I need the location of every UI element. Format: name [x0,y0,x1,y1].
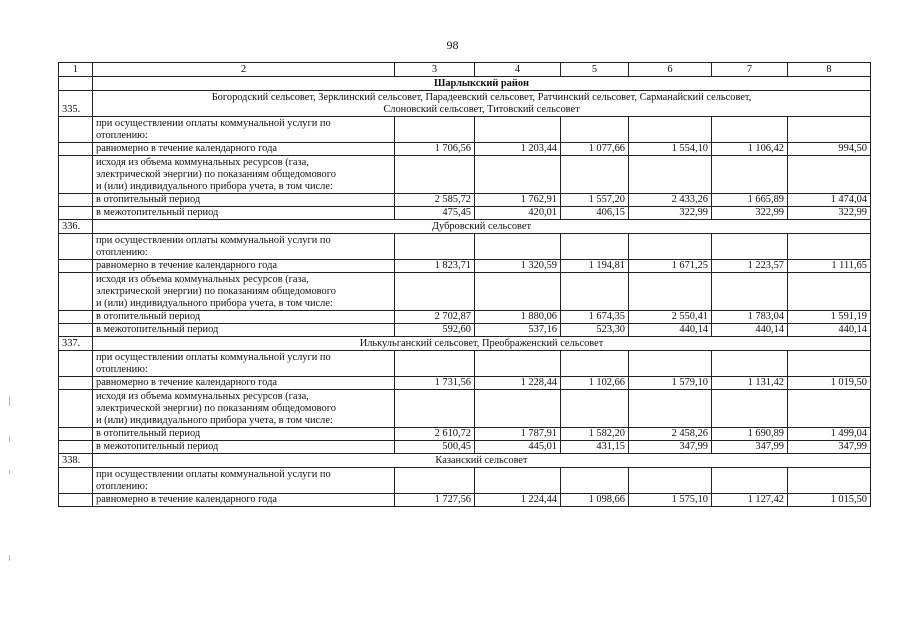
price-value: 1 224,44 [475,494,561,507]
price-value: 2 433,26 [629,194,712,207]
tariff-heading [93,117,395,143]
empty-value-cell [788,468,871,494]
municipality-name-line: Илькульганский сельсовет, Преображенский сельсовет [359,337,604,349]
price-value: 1 111,65 [788,260,871,273]
scan-margin-mark [9,436,10,442]
tariff-heading-line: при осуществлении оплаты коммунальной услуги по [96,469,331,480]
price-value: 445,01 [475,441,561,454]
tariff-heading-line: и (или) индивидуального прибора учета, в том числе: [96,181,333,192]
tariff-heading-row [59,117,871,143]
tariff-row [59,324,871,337]
empty-value-cell [475,117,561,143]
price-value: 1 823,71 [395,260,475,273]
price-value: 1 102,66 [561,377,629,390]
index-cell [59,428,93,441]
tariff-heading-line: исходя из объема коммунальных ресурсов (газа, [96,274,309,285]
tariff-heading-row [59,468,871,494]
tariff-row [59,311,871,324]
price-value: 1 106,42 [712,143,788,156]
price-value: 1 077,66 [561,143,629,156]
price-value: 523,30 [561,324,629,337]
tariff-label: в межотопительный период [93,441,395,454]
price-value: 347,99 [629,441,712,454]
tariff-heading-line: при осуществлении оплаты коммунальной услуги по [96,235,331,246]
price-value: 1 671,25 [629,260,712,273]
tariff-heading [93,156,395,194]
empty-value-cell [475,351,561,377]
empty-value-cell [629,468,712,494]
tariff-heading-line: отоплению: [96,364,148,375]
municipality-row [59,337,871,351]
empty-value-cell [629,390,712,428]
price-value: 1 582,20 [561,428,629,441]
tariff-heading-line: при осуществлении оплаты коммунальной услуги по [96,118,331,129]
scan-margin-mark [9,470,10,474]
index-cell [59,468,93,494]
empty-value-cell [395,273,475,311]
tariff-heading [93,390,395,428]
tariff-label: в межотопительный период [93,207,395,220]
tariff-heading-row [59,390,871,428]
empty-value-cell [395,351,475,377]
empty-value-cell [561,234,629,260]
index-cell [59,207,93,220]
tariff-row [59,260,871,273]
municipality-name [93,91,871,117]
column-number: 3 [395,63,475,77]
price-value: 1 499,04 [788,428,871,441]
district-row [59,77,871,91]
tariff-heading-line: и (или) индивидуального прибора учета, в том числе: [96,415,333,426]
price-value: 1 019,50 [788,377,871,390]
tariff-heading [93,351,395,377]
price-value: 1 557,20 [561,194,629,207]
empty-value-cell [629,234,712,260]
municipality-row [59,220,871,234]
price-value: 1 762,91 [475,194,561,207]
price-value: 2 585,72 [395,194,475,207]
price-value: 1 591,19 [788,311,871,324]
empty-value-cell [395,468,475,494]
empty-value-cell [712,156,788,194]
empty-value-cell [629,273,712,311]
column-number: 7 [712,63,788,77]
column-number: 5 [561,63,629,77]
tariff-heading-row [59,234,871,260]
tariff-row [59,441,871,454]
municipality-row [59,91,871,117]
tariff-label: равномерно в течение календарного года [93,494,395,507]
index-cell [59,234,93,260]
tariff-label: равномерно в течение календарного года [93,143,395,156]
empty-value-cell [629,156,712,194]
column-number: 4 [475,63,561,77]
tariff-heading-line: отоплению: [96,130,148,141]
empty-value-cell [712,234,788,260]
empty-value-cell [475,234,561,260]
tariff-label: в отопительный период [93,311,395,324]
price-value: 420,01 [475,207,561,220]
index-cell [59,390,93,428]
row-index: 338. [59,454,93,468]
empty-value-cell [395,390,475,428]
price-value: 1 223,57 [712,260,788,273]
column-number: 8 [788,63,871,77]
tariff-heading-row [59,351,871,377]
price-value: 1 131,42 [712,377,788,390]
municipality-name-line: Слоновский сельсовет, Титовский сельсовет [383,103,580,115]
price-value: 1 203,44 [475,143,561,156]
price-value: 431,15 [561,441,629,454]
empty-value-cell [788,273,871,311]
price-value: 2 702,87 [395,311,475,324]
tariff-heading-line: электрической энергии) по показаниям общедомового [96,286,336,297]
empty-value-cell [788,117,871,143]
empty-value-cell [561,156,629,194]
price-value: 440,14 [788,324,871,337]
index-cell [59,377,93,390]
empty-value-cell [561,273,629,311]
price-value: 1 690,89 [712,428,788,441]
price-value: 592,60 [395,324,475,337]
tariff-heading-line: электрической энергии) по показаниям общедомового [96,403,336,414]
price-value: 1 228,44 [475,377,561,390]
price-value: 322,99 [712,207,788,220]
district-name: Шарлыкский район [93,77,871,91]
tariff-heading-line: отоплению: [96,481,148,492]
price-value: 2 550,41 [629,311,712,324]
empty-value-cell [561,390,629,428]
column-number: 2 [93,63,395,77]
empty-value-cell [561,351,629,377]
municipality-name [93,454,871,468]
tariff-table-body [59,63,871,507]
page-number: 98 [446,38,459,52]
empty-value-cell [788,234,871,260]
tariff-heading-row [59,273,871,311]
tariff-heading-row [59,156,871,194]
tariff-table [58,62,871,507]
empty-value-cell [788,390,871,428]
scan-margin-mark [9,396,10,406]
empty-value-cell [788,156,871,194]
price-value: 1 320,59 [475,260,561,273]
price-value: 2 458,26 [629,428,712,441]
column-number-row [59,63,871,77]
price-value: 1 098,66 [561,494,629,507]
tariff-heading-line: электрической энергии) по показаниям общедомового [96,169,336,180]
tariff-label: равномерно в течение календарного года [93,260,395,273]
price-value: 1 727,56 [395,494,475,507]
index-cell [59,156,93,194]
empty-value-cell [475,390,561,428]
tariff-heading-line: исходя из объема коммунальных ресурсов (газа, [96,157,309,168]
column-number: 1 [59,63,93,77]
empty-value-cell [712,390,788,428]
tariff-heading-line: при осуществлении оплаты коммунальной услуги по [96,352,331,363]
price-value: 2 610,72 [395,428,475,441]
empty-value-cell [629,117,712,143]
tariff-heading [93,468,395,494]
index-cell [59,194,93,207]
tariff-label: в отопительный период [93,428,395,441]
municipality-name [93,337,871,351]
tariff-row [59,143,871,156]
price-value: 1 783,04 [712,311,788,324]
index-cell [59,324,93,337]
price-value: 1 127,42 [712,494,788,507]
empty-value-cell [561,468,629,494]
row-index: 337. [59,337,93,351]
index-cell [59,260,93,273]
index-cell [59,441,93,454]
price-value: 500,45 [395,441,475,454]
tariff-row [59,428,871,441]
tariff-heading [93,273,395,311]
index-cell [59,351,93,377]
price-value: 322,99 [788,207,871,220]
index-cell [59,494,93,507]
index-cell [59,273,93,311]
price-value: 475,45 [395,207,475,220]
price-value: 1 579,10 [629,377,712,390]
empty-value-cell [712,117,788,143]
tariff-row [59,207,871,220]
municipality-name-line: Казанский сельсовет [435,454,528,466]
price-value: 1 706,56 [395,143,475,156]
price-value: 1 731,56 [395,377,475,390]
empty-value-cell [629,351,712,377]
empty-value-cell [475,156,561,194]
empty-value-cell [712,273,788,311]
tariff-heading-line: исходя из объема коммунальных ресурсов (газа, [96,391,309,402]
empty-value-cell [475,468,561,494]
empty-value-cell [561,117,629,143]
price-value: 1 194,81 [561,260,629,273]
price-value: 1 474,04 [788,194,871,207]
row-index: 336. [59,220,93,234]
tariff-row [59,377,871,390]
municipality-name [93,220,871,234]
empty-value-cell [395,234,475,260]
tariff-heading-line: и (или) индивидуального прибора учета, в том числе: [96,298,333,309]
municipality-row [59,454,871,468]
tariff-row [59,194,871,207]
price-value: 1 015,50 [788,494,871,507]
empty-value-cell [712,468,788,494]
index-cell [59,117,93,143]
municipality-name-line: Богородский сельсовет, Зерклинский сельсовет, Парадеевский сельсовет, Ратчинский сельсовет, Сарманайский сельсовет, [211,91,752,103]
scan-margin-mark [9,555,10,561]
tariff-row [59,494,871,507]
price-value: 440,14 [629,324,712,337]
tariff-heading [93,234,395,260]
price-value: 1 554,10 [629,143,712,156]
price-value: 440,14 [712,324,788,337]
price-value: 406,15 [561,207,629,220]
tariff-heading-line: отоплению: [96,247,148,258]
price-value: 1 880,06 [475,311,561,324]
row-index: 335. [59,91,93,117]
price-value: 537,16 [475,324,561,337]
price-value: 322,99 [629,207,712,220]
empty-value-cell [475,273,561,311]
empty-value-cell [395,156,475,194]
empty-value-cell [395,117,475,143]
price-value: 1 787,91 [475,428,561,441]
price-value: 347,99 [712,441,788,454]
price-value: 994,50 [788,143,871,156]
municipality-name-line: Дубровский сельсовет [431,220,532,232]
empty-value-cell [712,351,788,377]
tariff-label: в отопительный период [93,194,395,207]
column-number: 6 [629,63,712,77]
tariff-label: в межотопительный период [93,324,395,337]
index-cell [59,143,93,156]
price-value: 1 674,35 [561,311,629,324]
price-value: 347,99 [788,441,871,454]
index-cell [59,311,93,324]
price-value: 1 665,89 [712,194,788,207]
empty-value-cell [788,351,871,377]
price-value: 1 575,10 [629,494,712,507]
tariff-label: равномерно в течение календарного года [93,377,395,390]
